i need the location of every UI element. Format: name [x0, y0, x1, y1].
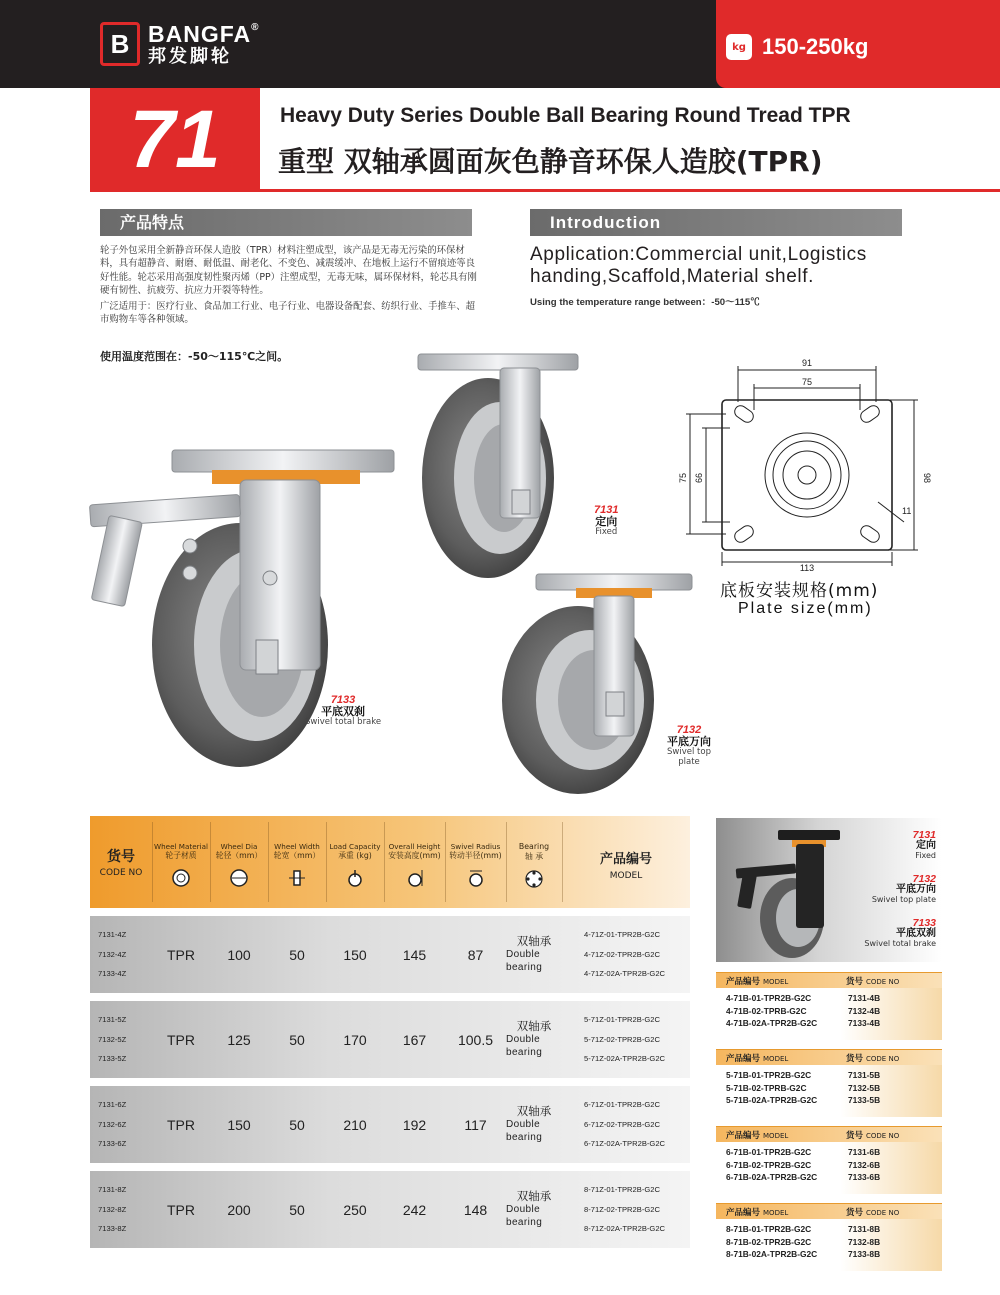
black-legend-7131: 7131 定向 Fixed	[912, 829, 936, 860]
row-models: 8-71Z-01-TPR2B-G2C 8-71Z-02-TPR2B-G2C 8-71Z-02A-TPR2B-G2C	[584, 1185, 666, 1233]
brand-name-en: BANGFA	[148, 20, 252, 47]
row-dia: 100	[227, 946, 251, 963]
header-bearing-en: Bearing	[518, 842, 550, 851]
title-en: Heavy Duty Series Double Ball Bearing Round Tread TPR	[280, 104, 851, 127]
weight-icon: kg	[726, 34, 752, 60]
header-material-en: Wheel Material	[154, 842, 208, 851]
header-code-cn: 货号	[107, 849, 135, 865]
row-models: 6-71Z-01-TPR2B-G2C 6-71Z-02-TPR2B-G2C 6-71Z-02A-TPR2B-G2C	[584, 1100, 666, 1148]
features-heading: 产品特点	[100, 209, 472, 236]
header-load-en: Load Capacity	[329, 842, 381, 851]
table-row	[90, 1001, 690, 1078]
row-bearing: 双轴承 Double bearing	[506, 1104, 552, 1143]
row-bearing: 双轴承 Double bearing	[506, 1019, 552, 1058]
product-label-7133	[305, 694, 381, 728]
registered-mark: ®	[251, 21, 260, 33]
row-height: 145	[402, 946, 427, 963]
dim-height-inner-a: 75	[678, 472, 688, 484]
row-material: TPR	[167, 1201, 195, 1218]
header-code-en: CODE NO	[99, 868, 143, 878]
row-height: 167	[402, 1031, 427, 1048]
product-code: 7131	[594, 504, 619, 516]
header-bearing-cn: 轴 承	[524, 852, 544, 861]
row-load: 170	[343, 1031, 367, 1048]
header-height-en: Overall Height	[388, 842, 441, 851]
features-paragraph-2: 广泛适用于：医疗行业、食品加工行业、电子行业、电器设备配套、纺织行业、手推车、超市购物车等各种领域。	[100, 300, 476, 326]
row-radius: 87	[467, 946, 484, 963]
row-bearing: 双轴承 Double bearing	[506, 1189, 552, 1228]
series-number: 71	[129, 94, 221, 185]
row-width: 50	[289, 1201, 305, 1218]
black-group-header: 产品编号 MODEL 货号 CODE NO	[716, 972, 942, 988]
black-group-codes: 7131-8B 7132-8B 7133-8B	[848, 1224, 881, 1260]
black-group-header: 产品编号 MODEL 货号 CODE NO	[716, 1049, 942, 1065]
row-codes: 7131-4Z 7132-4Z 7133-4Z	[98, 930, 127, 978]
black-group-codes: 7131-5B 7132-5B 7133-5B	[848, 1070, 881, 1106]
header-model-cn: 产品编号	[599, 852, 652, 867]
row-radius: 100.5	[457, 1031, 494, 1048]
row-bearing: 双轴承 Double bearing	[506, 934, 552, 973]
black-caster-image	[716, 818, 856, 962]
title-cn: 重型 双轴承圆面灰色静音环保人造胶(TPR)	[278, 145, 823, 178]
header-radius-en: Swivel Radius	[450, 842, 501, 851]
load-range: 150-250kg	[762, 34, 869, 59]
spec-table-header	[90, 816, 690, 908]
caster-illustrations	[80, 340, 720, 800]
row-width: 50	[289, 1031, 305, 1048]
header-model-en: MODEL	[609, 871, 643, 881]
product-name-en: Fixed	[595, 527, 618, 538]
product-images	[80, 340, 720, 800]
row-load: 150	[343, 946, 367, 963]
wheel-material-icon	[172, 869, 190, 887]
black-group-codes: 7131-6B 7132-6B 7133-6B	[848, 1147, 881, 1183]
brand-logo	[100, 22, 260, 66]
row-material: TPR	[167, 946, 195, 963]
row-radius: 117	[464, 1116, 487, 1133]
product-label-7132	[658, 724, 720, 767]
row-dia: 200	[227, 1201, 251, 1218]
header-code	[90, 816, 152, 908]
header-model	[562, 816, 690, 908]
row-load: 210	[343, 1116, 367, 1133]
bearing-icon	[525, 870, 543, 888]
dim-width-outer: 91	[801, 358, 813, 368]
black-series-group	[716, 1126, 942, 1194]
row-material: TPR	[167, 1031, 195, 1048]
black-legend-7133: 7133 平底双刹 Swivel total brake	[864, 917, 936, 948]
row-codes: 7131-6Z 7132-6Z 7133-6Z	[98, 1100, 127, 1148]
header-height	[384, 816, 445, 908]
row-dia: 150	[227, 1116, 251, 1133]
header-bearing	[506, 816, 562, 908]
header-width-en: Wheel Width	[274, 842, 320, 851]
row-load: 250	[343, 1201, 367, 1218]
load-capacity-icon	[346, 869, 364, 887]
table-row	[90, 1171, 690, 1248]
black-series-group	[716, 972, 942, 1040]
header-dia-en: Wheel Dia	[220, 842, 258, 851]
dim-height-inner-b: 66	[694, 472, 704, 484]
plate-caption-en: Plate size(mm)	[738, 600, 873, 617]
table-row	[90, 1086, 690, 1163]
black-group-models: 5-71B-01-TPR2B-G2C 5-71B-02-TPRB-G2C 5-71B-02A-TPR2B-G2C	[726, 1070, 818, 1106]
black-group-models: 6-71B-01-TPR2B-G2C 6-71B-02-TPR2B-G2C 6-71B-02A-TPR2B-G2C	[726, 1147, 818, 1183]
row-models: 5-71Z-01-TPR2B-G2C 5-71Z-02-TPR2B-G2C 5-71Z-02A-TPR2B-G2C	[584, 1015, 666, 1063]
black-group-codes: 7131-4B 7132-4B 7133-4B	[848, 993, 881, 1029]
row-radius: 148	[463, 1201, 488, 1218]
wheel-width-icon	[288, 869, 306, 887]
features-paragraph-1: 轮子外包采用全新静音环保人造胶（TPR）材料注塑成型，该产品是无毒无污染的环保材料，具有超静音、耐磨、耐低温、耐老化、不变色、减震缓冲、在地板上运行不留痕迹等良好性能。轮芯采用高强度韧性聚丙烯（PP）注塑成型，无毒无味，属环保材料，轮芯具有刚硬有韧性、抗疲劳、抗应力开裂等特性。	[100, 245, 477, 297]
brand-mark-icon: B	[100, 22, 140, 66]
row-codes: 7131-8Z 7132-8Z 7133-8Z	[98, 1185, 127, 1233]
row-width: 50	[289, 1116, 305, 1133]
black-series-group	[716, 1049, 942, 1117]
header-load-cn: 承重 (kg)	[338, 851, 372, 860]
application-text: Application:Commercial unit,Logistics handing,Scaffold,Material shelf.	[530, 244, 867, 287]
header-width	[268, 816, 326, 908]
product-name-cn: 平底双刹	[321, 705, 366, 719]
wheel-dia-icon	[230, 869, 248, 887]
temperature-cn: 使用温度范围在：-50～115℃之间。	[100, 350, 289, 363]
header-load	[326, 816, 384, 908]
row-height: 242	[402, 1201, 427, 1218]
black-group-header: 产品编号 MODEL 货号 CODE NO	[716, 1126, 942, 1142]
row-codes: 7131-5Z 7132-5Z 7133-5Z	[98, 1015, 127, 1063]
product-label-7131	[594, 504, 618, 538]
header-radius	[445, 816, 506, 908]
black-series-photo	[716, 818, 942, 962]
title-underline	[260, 189, 1000, 192]
dim-base: 113	[799, 563, 815, 573]
temperature-en: Using the temperature range between：-50～115℃	[530, 297, 760, 308]
overall-height-icon	[406, 869, 424, 887]
black-series-group	[716, 1203, 942, 1271]
product-name-cn: 平底万向	[667, 735, 711, 749]
series-badge	[90, 88, 260, 192]
product-name-en: Swivel top plate	[667, 747, 711, 767]
row-dia: 125	[227, 1031, 251, 1048]
swivel-radius-icon	[467, 869, 485, 887]
header-height-cn: 安装高度(mm)	[388, 851, 441, 860]
black-group-header: 产品编号 MODEL 货号 CODE NO	[716, 1203, 942, 1219]
black-group-models: 8-71B-01-TPR2B-G2C 8-71B-02-TPR2B-G2C 8-71B-02A-TPR2B-G2C	[726, 1224, 818, 1260]
product-code: 7133	[330, 694, 356, 706]
row-width: 50	[289, 946, 305, 963]
header-material	[152, 816, 210, 908]
header-dia-cn: 轮径（mm）	[215, 851, 263, 860]
header-width-cn: 轮宽（mm）	[273, 851, 321, 860]
black-group-models: 4-71B-01-TPR2B-G2C 4-71B-02-TPRB-G2C 4-71B-02A-TPR2B-G2C	[726, 993, 818, 1029]
dim-width-inner: 75	[801, 377, 813, 387]
dim-height-outer: 98	[922, 472, 932, 484]
row-height: 192	[402, 1116, 427, 1133]
features-text	[100, 244, 480, 326]
product-name-cn: 定向	[595, 515, 618, 529]
plate-size-drawing	[680, 352, 930, 572]
introduction-heading: Introduction	[530, 209, 902, 236]
row-models: 4-71Z-01-TPR2B-G2C 4-71Z-02-TPR2B-G2C 4-71Z-02A-TPR2B-G2C	[584, 930, 666, 978]
table-row	[90, 916, 690, 993]
row-material: TPR	[167, 1116, 195, 1133]
caster-7131-image	[418, 354, 578, 578]
product-name-en: Swivel total brake	[305, 717, 382, 728]
header-material-cn: 轮子材质	[165, 851, 197, 860]
load-capacity-tab	[716, 0, 1000, 88]
black-legend-7132: 7132 平底万向 Swivel top plate	[871, 873, 936, 904]
product-code: 7132	[676, 724, 702, 736]
plate-caption-cn: 底板安装规格(mm)	[720, 581, 879, 601]
dim-hole: 11	[902, 506, 912, 516]
header-dia	[210, 816, 268, 908]
header-radius-cn: 转动半径(mm)	[449, 851, 502, 860]
brand-name-cn: 邦发脚轮	[148, 45, 232, 67]
